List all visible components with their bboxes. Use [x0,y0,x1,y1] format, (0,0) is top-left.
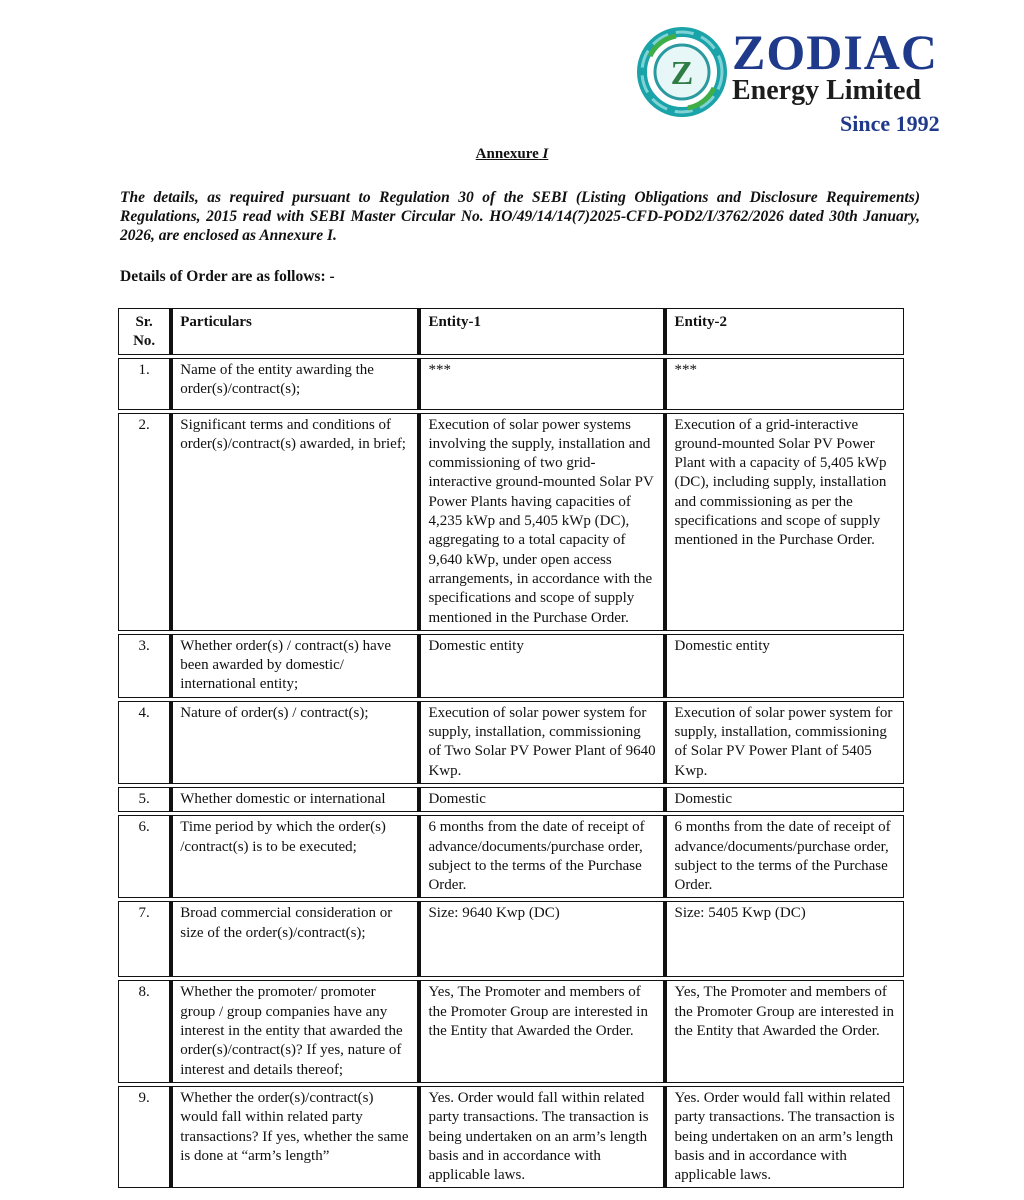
table-row [118,901,904,977]
row-entity-1: Size: 9640 Kwp (DC) [418,901,664,977]
row-entity-2: Yes. Order would fall within related party transactions. The transaction is being undertaken on an arm’s length basis and in accordance with applicable laws. [664,1086,904,1188]
row-sr-no: 1. [118,358,170,410]
table-row [118,1086,904,1188]
row-sr-no: 4. [118,701,170,784]
logo-subtitle: Energy Limited [732,75,921,106]
header-sr-no: Sr. No. [118,308,170,355]
row-entity-1: Execution of solar power systems involving the supply, installation and commissioning of two grid-interactive ground-mounted Solar PV Power Plants having capacities of 4,235 kWp and 5,405 kWp (DC), aggregating to a total capacity of 9,640 kWp, under open access arrangements, in accordance with the specifications and scope of supply mentioned in the Purchase Order. [418,413,664,631]
row-entity-2: 6 months from the date of receipt of advance/documents/purchase order, subject to the terms of the Purchase Order. [664,815,904,898]
table-row [118,701,904,784]
zodiac-logo-icon [636,26,728,118]
row-entity-2: Size: 5405 Kwp (DC) [664,901,904,977]
annexure-title-word: Annexure [475,146,539,162]
table-row [118,815,904,898]
row-entity-1: 6 months from the date of receipt of advance/documents/purchase order, subject to the terms of the Purchase Order. [418,815,664,898]
table-header-row [118,308,904,355]
row-entity-1: *** [418,358,664,410]
company-logo [636,24,956,142]
row-entity-1: Yes, The Promoter and members of the Promoter Group are interested in the Entity that Awarded the Order. [418,980,664,1082]
row-sr-no: 2. [118,413,170,631]
row-entity-2: Domestic [664,787,904,812]
row-sr-no: 3. [118,634,170,698]
row-sr-no: 8. [118,980,170,1082]
row-sr-no: 5. [118,787,170,812]
order-details-table [118,305,904,1191]
row-particular: Broad commercial consideration or size of the order(s)/contract(s); [170,901,418,977]
row-particular: Whether the promoter/ promoter group / group companies have any interest in the entity that awarded the order(s)/contract(s)? If yes, nature of interest and details thereof; [170,980,418,1082]
row-entity-2: *** [664,358,904,410]
table-row [118,413,904,631]
table-row [118,634,904,698]
row-particular: Significant terms and conditions of order(s)/contract(s) awarded, in brief; [170,413,418,631]
header-entity-2: Entity-2 [664,308,904,355]
row-entity-1: Domestic [418,787,664,812]
row-particular: Whether the order(s)/contract(s) would fall within related party transactions? If yes, whether the same is done at “arm’s length” [170,1086,418,1188]
header-entity-1: Entity-1 [418,308,664,355]
row-particular: Name of the entity awarding the order(s)/contract(s); [170,358,418,410]
table-row [118,787,904,812]
row-particular: Whether order(s) / contract(s) have been awarded by domestic/ international entity; [170,634,418,698]
row-entity-2: Execution of solar power system for supply, installation, commissioning of Solar PV Power Plant of 5405 Kwp. [664,701,904,784]
row-entity-2: Domestic entity [664,634,904,698]
row-sr-no: 7. [118,901,170,977]
annexure-intro: The details, as required pursuant to Regulation 30 of the SEBI (Listing Obligations and Disclosure Requirements) Regulations, 2015 read with SEBI Master Circular No. HO/49/14/14(7)2025-CFD-POD2/I/3762/2026 dated 30th January, 2026, are enclosed as Annexure I. [120,189,920,244]
table-row [118,980,904,1082]
annexure-title [0,146,1024,163]
row-particular: Whether domestic or international [170,787,418,812]
row-sr-no: 6. [118,815,170,898]
row-particular: Nature of order(s) / contract(s); [170,701,418,784]
row-entity-2: Execution of a grid-interactive ground-mounted Solar PV Power Plant with a capacity of 5,405 kWp (DC), including supply, installation and commissioning as per the specifications and scope of supply mentioned in the Purchase Order. [664,413,904,631]
row-particular: Time period by which the order(s) /contract(s) is to be executed; [170,815,418,898]
annexure-title-number: I [542,146,549,162]
logo-company-name: ZODIAC [732,24,939,80]
logo-mark-letter: Z [670,55,694,92]
logo-since: Since 1992 [840,111,940,136]
row-entity-1: Yes. Order would fall within related party transactions. The transaction is being undertaken on an arm’s length basis and in accordance with applicable laws. [418,1086,664,1188]
row-sr-no: 9. [118,1086,170,1188]
header-particulars: Particulars [170,308,418,355]
order-details-heading: Details of Order are as follows: - [120,268,335,285]
table-row [118,358,904,410]
row-entity-2: Yes, The Promoter and members of the Promoter Group are interested in the Entity that Awarded the Order. [664,980,904,1082]
row-entity-1: Domestic entity [418,634,664,698]
row-entity-1: Execution of solar power system for supply, installation, commissioning of Two Solar PV Power Plant of 9640 Kwp. [418,701,664,784]
